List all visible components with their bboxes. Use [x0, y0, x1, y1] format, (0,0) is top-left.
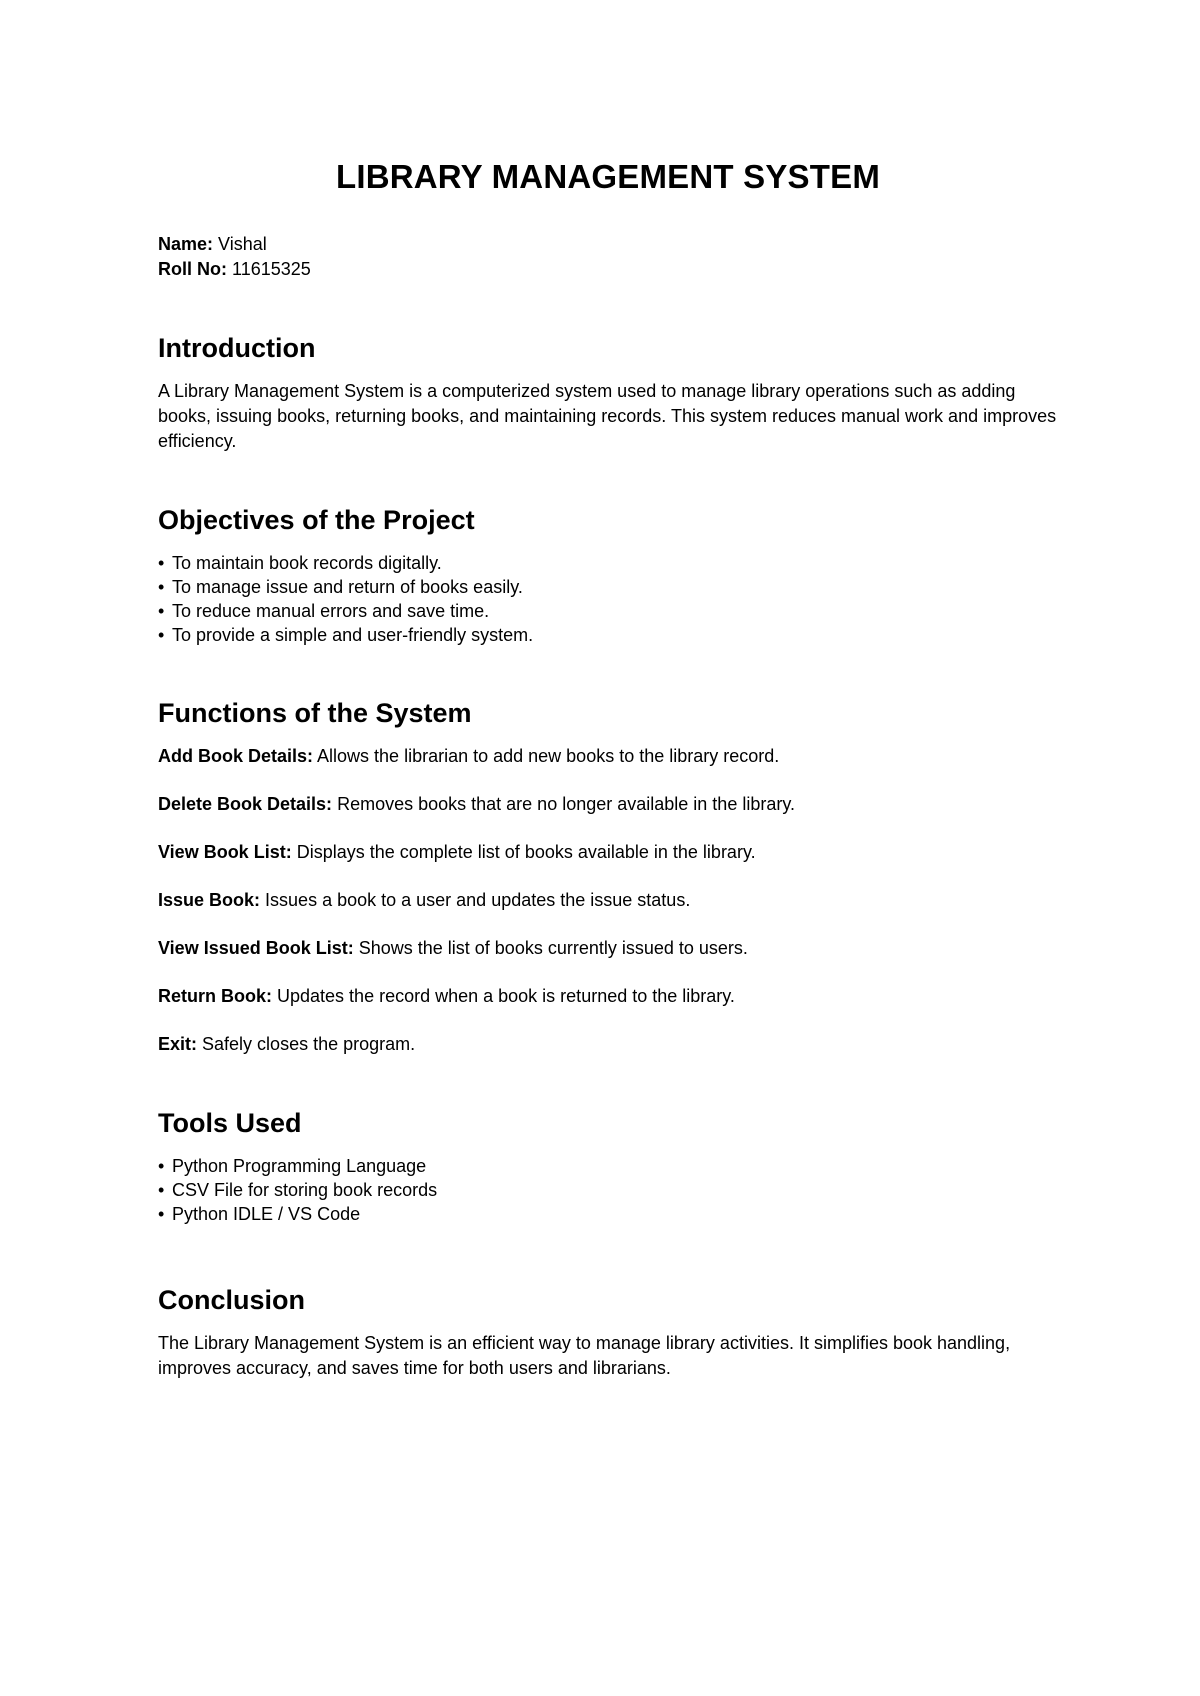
document-title: LIBRARY MANAGEMENT SYSTEM [335, 158, 881, 195]
function-label: Return Book: [158, 986, 272, 1006]
bullet-icon: • [158, 1156, 165, 1176]
objective-item [158, 575, 1058, 599]
conclusion-text: The Library Management System is an efficient way to manage library activities. It simplifies book handling, improves accuracy, and saves time for both users and librarians. [158, 1333, 1011, 1378]
roll-number-label: Roll No: [158, 259, 227, 279]
function-label: Add Book Details: [158, 746, 314, 766]
function-description: Allows the librarian to add new books to the library record. [317, 746, 780, 766]
function-label: Delete Book Details: [158, 794, 333, 814]
objectives-list [158, 551, 1058, 647]
objective-text: To manage issue and return of books easily. [172, 577, 523, 597]
function-description: Safely closes the program. [202, 1034, 416, 1054]
name-value: Vishal [218, 234, 267, 254]
function-label: View Book List: [158, 842, 292, 862]
function-item [158, 1032, 1058, 1057]
tools-heading: Tools Used [158, 1108, 302, 1138]
student-details [158, 232, 1058, 282]
objectives-heading: Objectives of the Project [158, 505, 475, 535]
roll-number-value: 11615325 [232, 259, 311, 279]
functions-heading: Functions of the System [158, 698, 472, 728]
objective-item [158, 623, 1058, 647]
objective-item [158, 599, 1058, 623]
functions-list [158, 744, 1058, 1057]
function-description: Removes books that are no longer available in the library. [337, 794, 795, 814]
function-description: Issues a book to a user and updates the issue status. [265, 890, 691, 910]
tool-text: Python Programming Language [172, 1156, 427, 1176]
function-item [158, 792, 1058, 817]
introduction-section [158, 331, 1058, 454]
function-description: Updates the record when a book is returned to the library. [277, 986, 735, 1006]
name-label: Name: [158, 234, 214, 254]
bullet-icon: • [158, 1204, 165, 1224]
function-label: Exit: [158, 1034, 198, 1054]
objective-text: To provide a simple and user-friendly system. [172, 625, 534, 645]
bullet-icon: • [158, 601, 165, 621]
tool-text: Python IDLE / VS Code [172, 1204, 361, 1224]
introduction-heading: Introduction [158, 333, 316, 363]
functions-section [158, 696, 1058, 1057]
objective-item [158, 551, 1058, 575]
roll-number-row [158, 257, 1058, 282]
function-description: Displays the complete list of books available in the library. [296, 842, 756, 862]
conclusion-heading: Conclusion [158, 1285, 305, 1315]
tool-item [158, 1178, 1058, 1202]
function-item [158, 744, 1058, 769]
tool-item [158, 1154, 1058, 1178]
bullet-icon: • [158, 1180, 165, 1200]
bullet-icon: • [158, 577, 165, 597]
bullet-icon: • [158, 553, 165, 573]
objective-text: To reduce manual errors and save time. [172, 601, 490, 621]
introduction-text: A Library Management System is a computerized system used to manage library operations such as adding books, issuing books, returning books, and maintaining records. This system reduces manual work and improves efficiency. [158, 381, 1057, 451]
function-description: Shows the list of books currently issued to users. [358, 938, 748, 958]
tool-text: CSV File for storing book records [172, 1180, 438, 1200]
objectives-section [158, 503, 1058, 647]
bullet-icon: • [158, 625, 165, 645]
tools-list [158, 1154, 1058, 1226]
function-label: Issue Book: [158, 890, 261, 910]
name-row [158, 232, 1058, 257]
tool-item [158, 1202, 1058, 1226]
function-item [158, 984, 1058, 1009]
function-item [158, 840, 1058, 865]
tools-section [158, 1106, 1058, 1226]
document-content [158, 156, 1058, 1381]
conclusion-section [158, 1283, 1058, 1381]
function-label: View Issued Book List: [158, 938, 354, 958]
objective-text: To maintain book records digitally. [172, 553, 442, 573]
function-item [158, 888, 1058, 913]
function-item [158, 936, 1058, 961]
